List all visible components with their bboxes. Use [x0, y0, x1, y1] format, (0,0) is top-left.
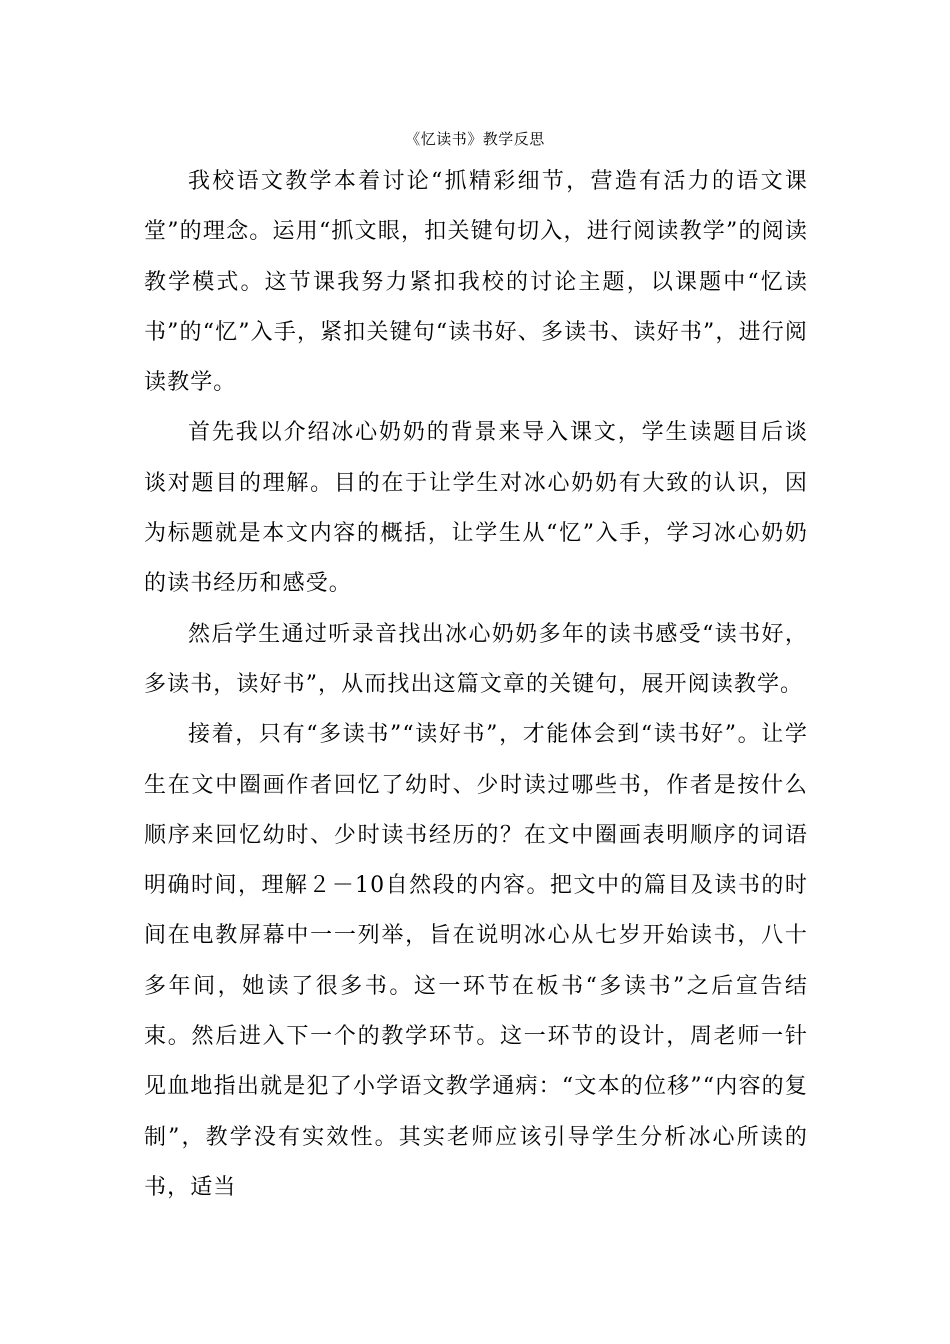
document-body: [144, 157, 808, 1213]
paragraph-4: 接着，只有“多读书”“读好书”，才能体会到“读书好”。让学生在文中圈画作者回忆了幼时、少时读过哪些书，作者是按什么顺序来回忆幼时、少时读书经历的？在文中圈画表明顺序的词语明确时间，理解２－10自然段的内容。把文中的篇目及读书的时间在电教屏幕中一一列举，旨在说明冰心从七岁开始读书，八十多年间，她读了很多书。这一环节在板书“多读书”之后宣告结束。然后进入下一个的教学环节。这一环节的设计，周老师一针见血地指出就是犯了小学语文教学通病：“文本的位移”“内容的复制”，教学没有实效性。其实老师应该引导学生分析冰心所读的书，适当: [144, 722, 808, 1200]
paragraph-3: 然后学生通过听录音找出冰心奶奶多年的读书感受“读书好，多读书，读好书”，从而找出这篇文章的关键句，展开阅读教学。: [144, 621, 808, 697]
paragraph-2: 首先我以介绍冰心奶奶的背景来导入课文，学生读题目后谈谈对题目的理解。目的在于让学生对冰心奶奶有大致的认识，因为标题就是本文内容的概括，让学生从“忆”入手，学习冰心奶奶的读书经历和感受。: [144, 420, 808, 597]
document-title: 《忆读书》教学反思: [405, 130, 545, 148]
paragraph-1: 我校语文教学本着讨论“抓精彩细节，营造有活力的语文课堂”的理念。运用“抓文眼，扣关键句切入，进行阅读教学”的阅读教学模式。这节课我努力紧扣我校的讨论主题，以课题中“忆读书”的“忆”入手，紧扣关键句“读书好、多读书、读好书”，进行阅读教学。: [144, 169, 808, 396]
